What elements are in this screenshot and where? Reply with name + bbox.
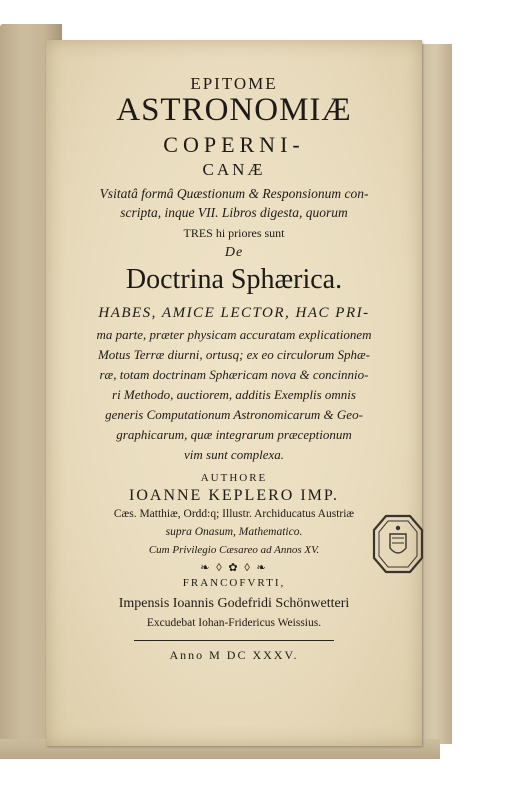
body-line-7: graphicarum, quæ integrarum præceptionum bbox=[116, 427, 352, 442]
body-line-1: HABES, AMICE LECTOR, HAC PRI- bbox=[98, 305, 370, 321]
author-title-line-1: Cæs. Matthiæ, Ordd:q; Illustr. Archiducatus Austriæ bbox=[113, 508, 355, 520]
divider-rule bbox=[134, 640, 334, 641]
imprint-year: Anno M DC XXXV. bbox=[169, 648, 299, 662]
doctrina-sphaerica: Doctrina Sphærica. bbox=[125, 264, 343, 295]
heading-coperni: COPERNI- bbox=[163, 132, 305, 157]
heading-astronomiae: ASTRONOMIÆ bbox=[116, 92, 352, 128]
printers-ornament: ❧ ◊ ✿ ◊ ❧ bbox=[200, 562, 268, 574]
body-line-4: ræ, totam doctrinam Sphæricam nova & concinnio- bbox=[99, 367, 369, 382]
privilege-line: Cum Privilegio Cæsareo ad Annos XV. bbox=[148, 544, 320, 556]
printer-line: Excudebat Iohan-Fridericus Weissius. bbox=[146, 617, 322, 629]
title-page bbox=[46, 40, 422, 746]
de-line: De bbox=[224, 245, 244, 260]
body-line-3: Motus Terræ diurni, ortusq; ex eo circulorum Sphæ- bbox=[97, 347, 371, 362]
book bbox=[0, 24, 452, 759]
publisher-line: Impensis Ioannis Godefridi Schönwetteri bbox=[118, 596, 350, 611]
body-line-2: ma parte, præter physicam accuratam explicationem bbox=[96, 327, 372, 342]
subtitle-line-2: scripta, inque VII. Libros digesta, quorum bbox=[120, 205, 348, 220]
heading-canae: CANÆ bbox=[202, 160, 266, 179]
authore-label: AUTHORE bbox=[200, 472, 268, 484]
heading-epitome: EPITOME bbox=[190, 74, 278, 93]
subtitle-line-1: Vsitatâ formâ Quæstionum & Responsionum con- bbox=[99, 186, 369, 201]
author-title-line-2: supra Onasum, Mathematico. bbox=[165, 526, 303, 538]
body-line-8: vim sunt complexa. bbox=[183, 447, 284, 462]
library-stamp bbox=[372, 514, 424, 574]
body-line-5: ri Methodo, auctiorem, additis Exemplis omnis bbox=[112, 387, 356, 402]
body-line-6: generis Computationum Astronomicarum & Geo- bbox=[105, 407, 363, 422]
place-of-printing: FRANCOFVRTI, bbox=[182, 577, 286, 589]
subtitle-line-3: TRES hi priores sunt bbox=[183, 226, 285, 240]
vellum-cover-right bbox=[418, 44, 452, 744]
author-name: IOANNE KEPLERO IMP. bbox=[129, 487, 339, 504]
